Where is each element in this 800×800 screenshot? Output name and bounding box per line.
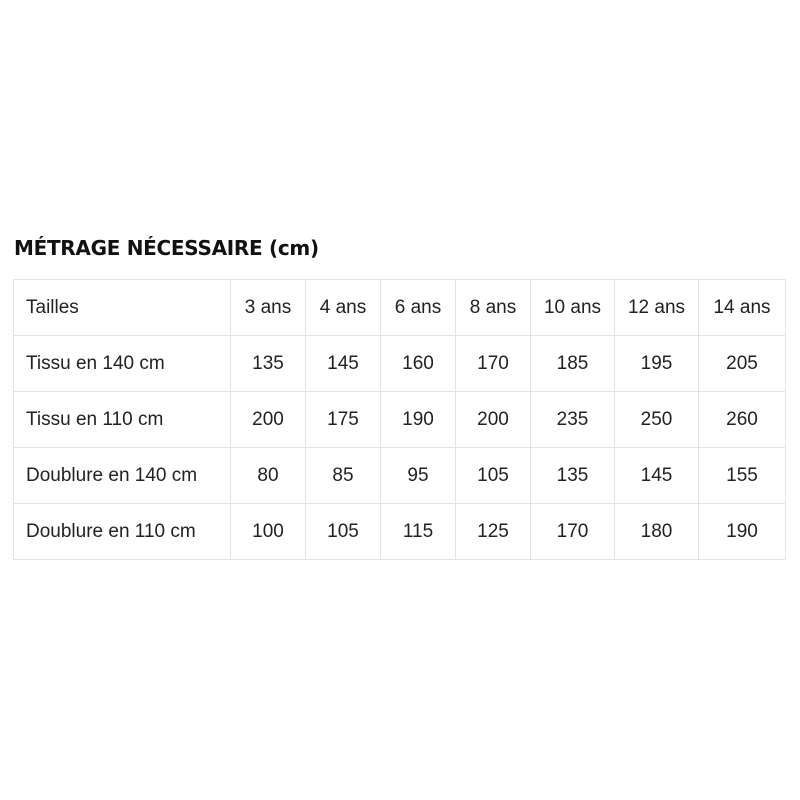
header-size: 6 ans: [381, 280, 456, 336]
table-cell: 125: [456, 504, 531, 560]
table-cell: 195: [615, 336, 699, 392]
header-size: 3 ans: [231, 280, 306, 336]
table-cell: 235: [531, 392, 615, 448]
table-cell: 180: [615, 504, 699, 560]
table-cell: 105: [456, 448, 531, 504]
table-cell: 260: [699, 392, 786, 448]
table-cell: 190: [381, 392, 456, 448]
header-size: 4 ans: [306, 280, 381, 336]
header-size: 12 ans: [615, 280, 699, 336]
header-label: Tailles: [14, 280, 231, 336]
table-cell: 160: [381, 336, 456, 392]
header-size: 8 ans: [456, 280, 531, 336]
table-cell: 170: [531, 504, 615, 560]
table-cell: 175: [306, 392, 381, 448]
table-row: [14, 448, 786, 504]
table-cell: 135: [231, 336, 306, 392]
table-cell: 190: [699, 504, 786, 560]
table-cell: 170: [456, 336, 531, 392]
table-cell: 250: [615, 392, 699, 448]
header-size: 14 ans: [699, 280, 786, 336]
table-cell: 95: [381, 448, 456, 504]
table-cell: 145: [615, 448, 699, 504]
table-cell: 105: [306, 504, 381, 560]
table-row: [14, 336, 786, 392]
table-cell: 200: [231, 392, 306, 448]
row-label: Doublure en 140 cm: [14, 448, 231, 504]
table-cell: 185: [531, 336, 615, 392]
table-cell: 100: [231, 504, 306, 560]
table-cell: 80: [231, 448, 306, 504]
page-title: MÉTRAGE NÉCESSAIRE (cm): [14, 236, 319, 260]
table-cell: 145: [306, 336, 381, 392]
table-row: [14, 504, 786, 560]
row-label: Tissu en 140 cm: [14, 336, 231, 392]
fabric-requirements-table: [13, 279, 786, 560]
table-row: [14, 392, 786, 448]
table-cell: 200: [456, 392, 531, 448]
table-cell: 135: [531, 448, 615, 504]
row-label: Doublure en 110 cm: [14, 504, 231, 560]
header-size: 10 ans: [531, 280, 615, 336]
table-cell: 155: [699, 448, 786, 504]
row-label: Tissu en 110 cm: [14, 392, 231, 448]
table-cell: 205: [699, 336, 786, 392]
table-header-row: [14, 280, 786, 336]
table-cell: 115: [381, 504, 456, 560]
table-cell: 85: [306, 448, 381, 504]
